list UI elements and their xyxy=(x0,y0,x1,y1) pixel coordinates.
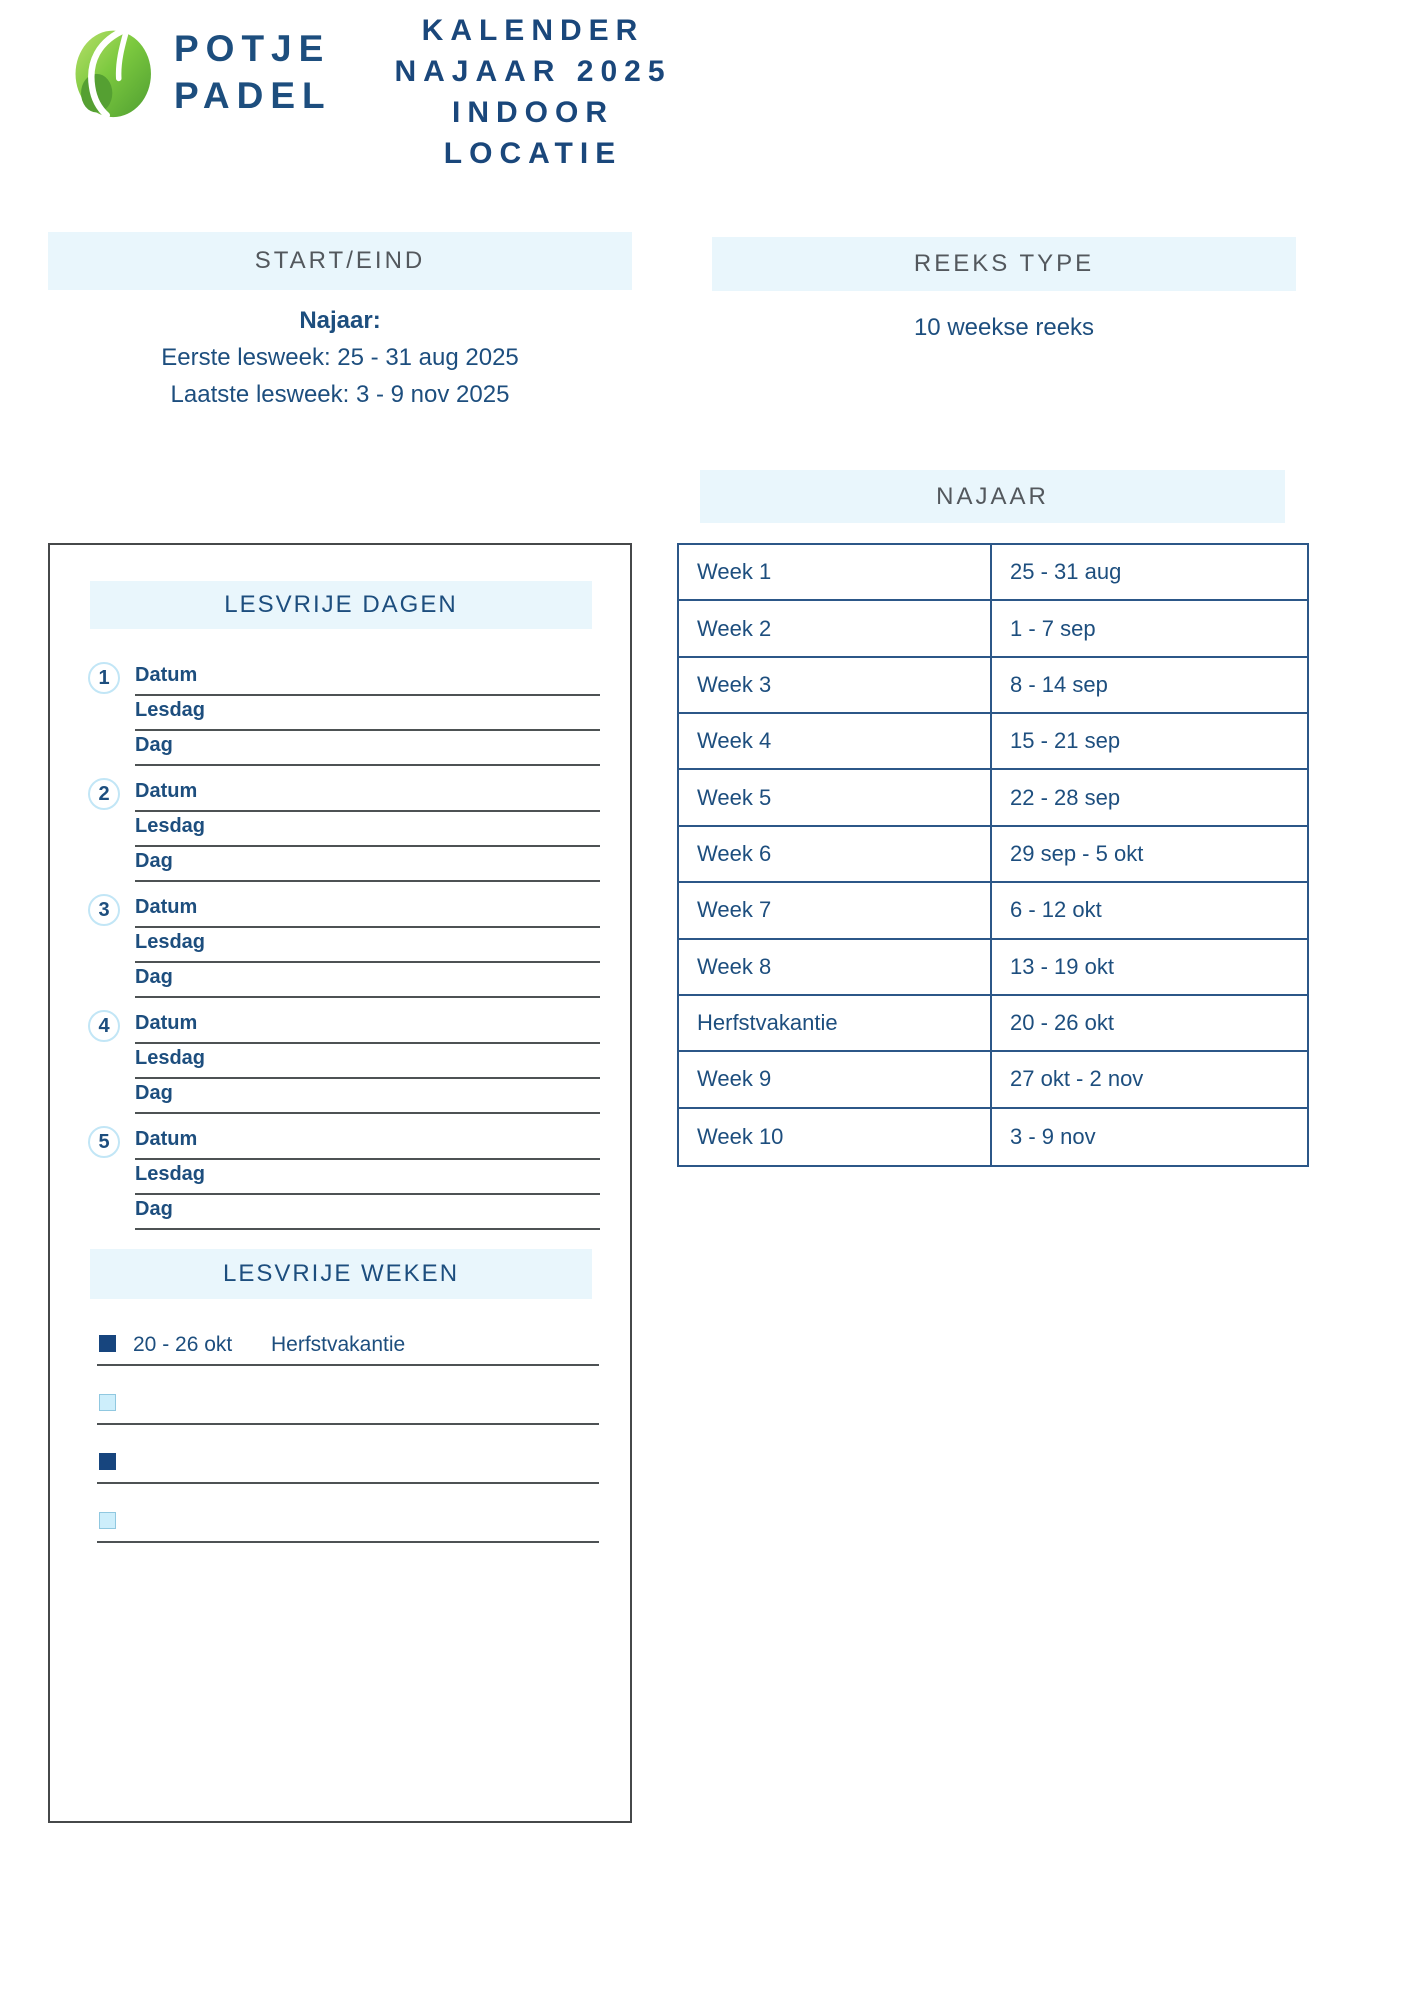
entry-field-line[interactable] xyxy=(135,812,600,847)
entry-field-label: Dag xyxy=(135,966,173,988)
entry-number-badge: 5 xyxy=(88,1126,120,1158)
entry-number-badge: 4 xyxy=(88,1010,120,1042)
lesvrije-dag-entry xyxy=(88,1125,600,1230)
title-line-2: NAJAAR 2025 xyxy=(394,55,672,88)
lesvrije-weken-rows xyxy=(97,1307,599,1543)
start-eind-header: START/EIND xyxy=(48,232,632,290)
lesvrije-box xyxy=(48,543,632,1823)
najaar-week-cell: Week 9 xyxy=(679,1052,992,1108)
entry-field-line[interactable] xyxy=(135,928,600,963)
week-checkbox[interactable] xyxy=(99,1335,116,1352)
najaar-week-cell: Week 1 xyxy=(679,545,992,601)
entry-field-label: Datum xyxy=(135,896,198,918)
lesvrije-dagen-entries xyxy=(88,661,600,1241)
entry-field-line[interactable] xyxy=(135,847,600,882)
najaar-week-cell: Week 6 xyxy=(679,827,992,883)
entry-field-line[interactable] xyxy=(135,696,600,731)
lesvrije-week-row[interactable] xyxy=(97,1366,599,1425)
entry-field-line[interactable] xyxy=(135,661,600,696)
entry-field-line[interactable] xyxy=(135,1125,600,1160)
najaar-week-cell: Week 8 xyxy=(679,940,992,996)
logo-wordmark xyxy=(174,25,332,119)
lesvrije-dag-entry xyxy=(88,893,600,998)
entry-field-label: Datum xyxy=(135,780,198,802)
reeks-type-value: 10 weekse reeks xyxy=(913,314,1095,341)
entry-field-label: Dag xyxy=(135,850,173,872)
entry-field-label: Dag xyxy=(135,734,173,756)
entry-field-label: Datum xyxy=(135,664,198,686)
najaar-table xyxy=(677,543,1309,1167)
lesvrije-dag-entry xyxy=(88,1009,600,1114)
padel-ball-icon xyxy=(70,22,162,122)
najaar-week-cell: Week 4 xyxy=(679,714,992,770)
entry-field-label: Dag xyxy=(135,1198,173,1220)
week-checkbox[interactable] xyxy=(99,1512,116,1529)
najaar-week-cell: Week 3 xyxy=(679,658,992,714)
najaar-dates-cell: 22 - 28 sep xyxy=(992,770,1307,826)
lesvrije-dag-entry xyxy=(88,777,600,882)
najaar-week-cell: Herfstvakantie xyxy=(679,996,992,1052)
lesvrije-week-row[interactable] xyxy=(97,1307,599,1366)
entry-field-label: Lesdag xyxy=(135,931,206,953)
last-lesweek: Laatste lesweek: 3 - 9 nov 2025 xyxy=(170,381,510,408)
logo-word-bottom: PADEL xyxy=(174,75,332,116)
najaar-dates-cell: 15 - 21 sep xyxy=(992,714,1307,770)
entry-field-label: Lesdag xyxy=(135,699,206,721)
najaar-dates-cell: 3 - 9 nov xyxy=(992,1109,1307,1165)
najaar-week-cell: Week 7 xyxy=(679,883,992,939)
entry-field-label: Dag xyxy=(135,1082,173,1104)
week-dates: 20 - 26 okt xyxy=(133,1333,233,1356)
lesvrije-week-row[interactable] xyxy=(97,1425,599,1484)
najaar-dates-cell: 20 - 26 okt xyxy=(992,996,1307,1052)
entry-field-label: Datum xyxy=(135,1012,198,1034)
first-lesweek: Eerste lesweek: 25 - 31 aug 2025 xyxy=(161,344,519,371)
lesvrije-dagen-header: LESVRIJE DAGEN xyxy=(90,581,592,629)
lesvrije-week-row[interactable] xyxy=(97,1484,599,1543)
reeks-type-header: REEKS TYPE xyxy=(712,237,1296,291)
entry-field-label: Lesdag xyxy=(135,1047,206,1069)
logo-word-top: POTJE xyxy=(174,28,331,69)
entry-field-line[interactable] xyxy=(135,893,600,928)
najaar-dates-cell: 6 - 12 okt xyxy=(992,883,1307,939)
season-label: Najaar: xyxy=(299,307,381,334)
najaar-dates-cell: 27 okt - 2 nov xyxy=(992,1052,1307,1108)
najaar-dates-cell: 25 - 31 aug xyxy=(992,545,1307,601)
entry-number-badge: 3 xyxy=(88,894,120,926)
entry-field-label: Lesdag xyxy=(135,815,206,837)
week-checkbox[interactable] xyxy=(99,1453,116,1470)
najaar-dates-cell: 29 sep - 5 okt xyxy=(992,827,1307,883)
najaar-dates-cell: 1 - 7 sep xyxy=(992,601,1307,657)
entry-field-line[interactable] xyxy=(135,1160,600,1195)
entry-number-badge: 2 xyxy=(88,778,120,810)
week-checkbox[interactable] xyxy=(99,1394,116,1411)
entry-field-line[interactable] xyxy=(135,1195,600,1230)
entry-field-label: Lesdag xyxy=(135,1163,206,1185)
entry-field-line[interactable] xyxy=(135,777,600,812)
logo xyxy=(70,22,332,122)
najaar-week-cell: Week 5 xyxy=(679,770,992,826)
lesvrije-dag-entry xyxy=(88,661,600,766)
entry-field-line[interactable] xyxy=(135,731,600,766)
week-label: Herfstvakantie xyxy=(271,1333,406,1356)
entry-number-badge: 1 xyxy=(88,662,120,694)
najaar-table-header: NAJAAR xyxy=(700,470,1285,523)
najaar-week-cell: Week 10 xyxy=(679,1109,992,1165)
entry-field-line[interactable] xyxy=(135,1009,600,1044)
start-eind-text xyxy=(48,302,632,413)
title-line-1: KALENDER xyxy=(421,14,645,47)
najaar-week-cell: Week 2 xyxy=(679,601,992,657)
entry-field-line[interactable] xyxy=(135,963,600,998)
page-title xyxy=(360,10,706,174)
najaar-dates-cell: 13 - 19 okt xyxy=(992,940,1307,996)
lesvrije-weken-header: LESVRIJE WEKEN xyxy=(90,1249,592,1299)
title-line-3: INDOOR LOCATIE xyxy=(443,96,623,170)
entry-field-line[interactable] xyxy=(135,1079,600,1114)
entry-field-label: Datum xyxy=(135,1128,198,1150)
najaar-dates-cell: 8 - 14 sep xyxy=(992,658,1307,714)
entry-field-line[interactable] xyxy=(135,1044,600,1079)
